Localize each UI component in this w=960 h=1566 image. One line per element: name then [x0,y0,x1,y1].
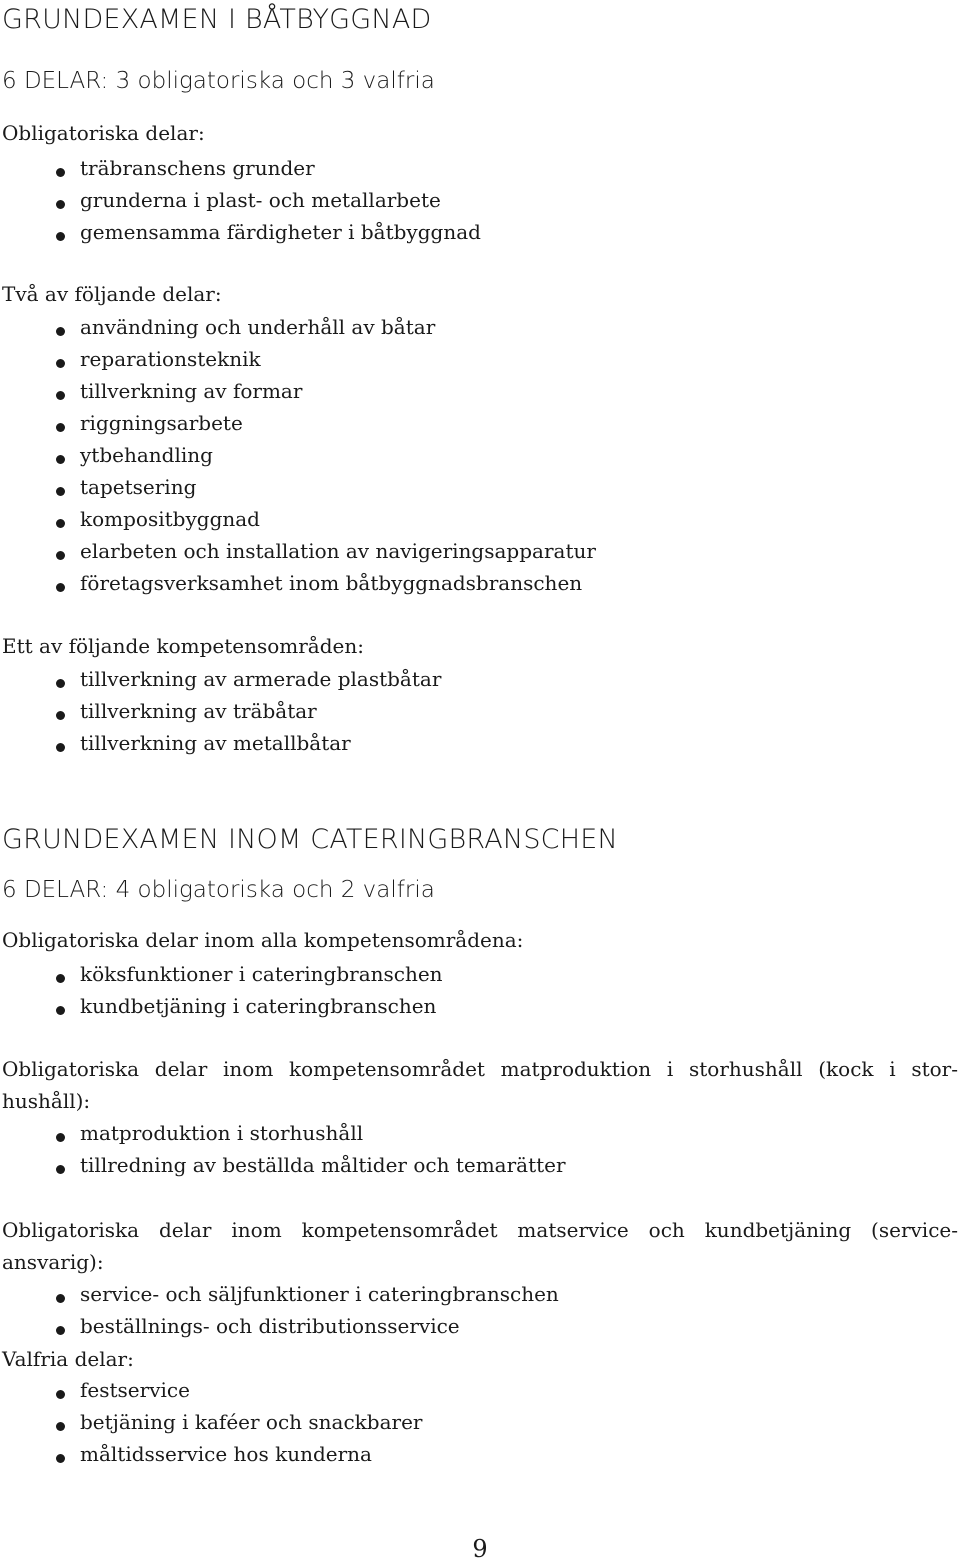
section1-two-of-heading: Två av följande delar: [2,282,222,306]
list-item: betjäning i kaféer och snackbarer [0,1410,422,1442]
bullet-icon [56,487,65,496]
bullet-icon [56,974,65,983]
list-item: måltidsservice hos kunderna [0,1442,422,1474]
section2-service-list [0,1282,559,1346]
list-item: beställnings- och distributionsservice [0,1314,559,1346]
bullet-icon [56,423,65,432]
list-item: service- och säljfunktioner i cateringbranschen [0,1282,559,1314]
bullet-icon [56,200,65,209]
list-item: riggningsarbete [0,411,596,443]
section2-food-list [0,1121,566,1185]
list-item: grunderna i plast- och metallarbete [0,188,481,220]
list-item: tillredning av beställda måltider och temarätter [0,1153,566,1185]
list-item: företagsverksamhet inom båtbyggnadsbranschen [0,571,596,603]
list-item: tillverkning av träbåtar [0,699,441,731]
bullet-icon [56,1165,65,1174]
bullet-icon [56,711,65,720]
list-item: tillverkning av armerade plastbåtar [0,667,441,699]
list-item: tillverkning av formar [0,379,596,411]
section2-optional-heading: Valfria delar: [2,1347,134,1371]
bullet-icon [56,1454,65,1463]
list-item: festservice [0,1378,422,1410]
section2-service-heading-line1: Obligatoriska delar inom kompetensområdet matservice och kundbetjäning (service- [2,1218,958,1242]
list-item: kundbetjäning i cateringbranschen [0,994,443,1026]
bullet-icon [56,168,65,177]
bullet-icon [56,1133,65,1142]
list-item: ytbehandling [0,443,596,475]
page-number: 9 [472,1535,488,1563]
list-item: elarbeten och installation av navigeringsapparatur [0,539,596,571]
bullet-icon [56,519,65,528]
section2-all-list [0,962,443,1026]
section1-one-of-heading: Ett av följande kompetensområden: [2,634,364,658]
bullet-icon [56,679,65,688]
section2-subtitle: 6 DELAR: 4 obligatoriska och 2 valfria [2,877,435,903]
list-item: matproduktion i storhushåll [0,1121,566,1153]
section1-mandatory-heading: Obligatoriska delar: [2,121,205,145]
list-item: gemensamma färdigheter i båtbyggnad [0,220,481,252]
section2-all-heading: Obligatoriska delar inom alla kompetensområdena: [2,928,524,952]
list-item: reparationsteknik [0,347,596,379]
section1-subtitle: 6 DELAR: 3 obligatoriska och 3 valfria [2,68,435,94]
section2-food-heading-line1: Obligatoriska delar inom kompetensområdet matproduktion i storhushåll (kock i stor- [2,1057,958,1081]
bullet-icon [56,1006,65,1015]
list-item: träbranschens grunder [0,156,481,188]
section1-title: GRUNDEXAMEN I BÅTBYGGNAD [2,4,432,35]
bullet-icon [56,1294,65,1303]
bullet-icon [56,1422,65,1431]
section2-service-heading-line2: ansvarig): [2,1250,104,1274]
bullet-icon [56,1390,65,1399]
section1-two-of-list [0,315,596,603]
bullet-icon [56,551,65,560]
bullet-icon [56,232,65,241]
list-item: kompositbyggnad [0,507,596,539]
section2-optional-list [0,1378,422,1474]
bullet-icon [56,359,65,368]
list-item: tapetsering [0,475,596,507]
list-item: användning och underhåll av båtar [0,315,596,347]
bullet-icon [56,391,65,400]
section1-one-of-list [0,667,441,763]
section1-mandatory-list [0,156,481,252]
section2-food-heading-line2: hushåll): [2,1089,91,1113]
list-item: tillverkning av metallbåtar [0,731,441,763]
section2-title: GRUNDEXAMEN INOM CATERINGBRANSCHEN [2,824,618,855]
bullet-icon [56,455,65,464]
bullet-icon [56,583,65,592]
bullet-icon [56,327,65,336]
list-item: köksfunktioner i cateringbranschen [0,962,443,994]
bullet-icon [56,1326,65,1335]
bullet-icon [56,743,65,752]
